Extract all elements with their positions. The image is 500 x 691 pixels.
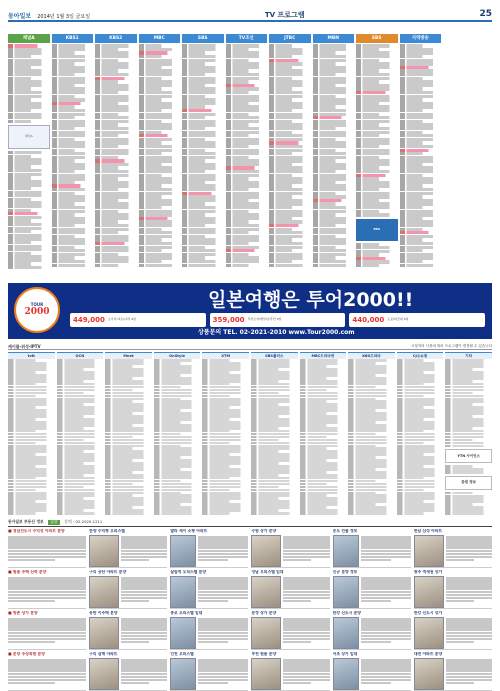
- program-entry: [95, 264, 137, 267]
- offer-desc: 오사카/교토/나라 4일: [107, 317, 136, 322]
- realestate-ad[interactable]: [414, 652, 492, 691]
- ad-content: [333, 617, 411, 649]
- ad-text: [8, 617, 86, 649]
- ebs-promo-box: EBS: [356, 219, 398, 241]
- ad-content: [89, 658, 167, 690]
- program-list: [269, 43, 311, 280]
- realestate-ad[interactable]: [170, 529, 248, 568]
- channel-header: TV조선: [226, 34, 268, 43]
- ad-title: 한강 신도시 상가: [413, 611, 443, 615]
- building-photo: [251, 576, 281, 608]
- cable-section-note: 시청자의 사정에 따라 프로그램이 변경될 수 있습니다: [410, 343, 492, 348]
- building-photo: [251, 617, 281, 649]
- ad-title: ■ 원룸 주택 신축 분양: [8, 570, 47, 574]
- cable-program-list: [8, 359, 55, 515]
- channel-info-strip: [8, 24, 492, 31]
- cable-channel-column: [445, 352, 492, 515]
- ad-content: [170, 617, 248, 649]
- cable-channel-header: Mnet: [105, 352, 152, 359]
- ad-content: [170, 576, 248, 608]
- cable-program-list: [300, 359, 347, 515]
- cable-channel-header: MBC드라마넷: [300, 352, 347, 359]
- ad-text-line: [198, 641, 228, 643]
- ad-text-line: [8, 559, 55, 561]
- ad-title: 서초 상가 임대: [332, 652, 358, 656]
- ad-content: [8, 576, 86, 608]
- realestate-phone: 문의 : 02-2020-1211: [64, 519, 103, 525]
- ad-text: [121, 658, 167, 690]
- ad-text-line: [361, 682, 391, 684]
- offer-desc: 후쿠오카/벳부/유후인 3일: [247, 317, 282, 322]
- ad-content: [251, 576, 329, 608]
- program-entry: [226, 264, 268, 267]
- cable-channel-header: 기타: [445, 352, 492, 359]
- cable-section-title: 케이블·위성·IPTV: [8, 343, 41, 349]
- ad-text: [8, 576, 86, 608]
- ad-text-line: [283, 682, 311, 684]
- program-entry: [139, 264, 181, 267]
- channel-header: KBS1: [52, 34, 94, 43]
- realestate-ad[interactable]: [333, 611, 411, 650]
- ad-text-line: [361, 559, 391, 561]
- building-photo: [414, 658, 444, 690]
- program-entry: [269, 264, 311, 267]
- ad-text-line: [8, 682, 55, 684]
- channel-header: JTBC: [269, 34, 311, 43]
- building-photo: [414, 576, 444, 608]
- cable-channel-header: KBS드라마: [348, 352, 395, 359]
- tv-channel-column: [52, 34, 94, 280]
- building-photo: [89, 617, 119, 649]
- offer-3: [349, 313, 485, 327]
- cable-channel-header: OCN: [57, 352, 104, 359]
- page-header: [8, 6, 492, 22]
- ad-text-line: [361, 600, 391, 602]
- program-list: [8, 43, 50, 280]
- ad-title: 광주 역세권 상가: [413, 570, 443, 574]
- section-title: TV 프로그램: [264, 11, 305, 20]
- travel-banner-ad: [8, 283, 492, 339]
- channel-header: EBS: [356, 34, 398, 43]
- program-entry: [356, 264, 398, 267]
- newspaper-logo: 동아일보: [8, 12, 32, 20]
- ad-content: [170, 658, 248, 690]
- cable-program-list: [154, 359, 201, 515]
- ad-text: [361, 617, 411, 649]
- ad-text: [121, 576, 167, 608]
- offer-desc: 도쿄/하코네 4일: [387, 317, 409, 322]
- realestate-ad[interactable]: [89, 529, 167, 568]
- realestate-ad[interactable]: [414, 529, 492, 568]
- realestate-ad-grid: [8, 529, 492, 691]
- realestate-ad[interactable]: [89, 570, 167, 609]
- building-photo: [170, 617, 196, 649]
- ad-content: [414, 576, 492, 608]
- building-photo: [251, 658, 281, 690]
- ad-text: [283, 576, 329, 608]
- building-photo: [89, 535, 119, 567]
- realestate-ad[interactable]: [89, 611, 167, 650]
- program-entry: [356, 213, 398, 216]
- realestate-ad[interactable]: [251, 611, 329, 650]
- ad-title: ■ 경남진도시 수익성 아파트 분양: [8, 529, 65, 533]
- program-list: [313, 43, 355, 280]
- channel-header: KBS2: [95, 34, 137, 43]
- ad-text: [198, 658, 248, 690]
- ad-text: [361, 658, 411, 690]
- tv-channel-column: [226, 34, 268, 280]
- cable-channel-column: [300, 352, 347, 515]
- ad-text-line: [198, 682, 228, 684]
- cable-program-entry: [445, 445, 492, 448]
- ad-title: 한강 신도시 분양: [332, 611, 361, 615]
- ad-text: [446, 576, 492, 608]
- cable-channel-column: [57, 352, 104, 515]
- building-photo: [333, 658, 359, 690]
- tv-channel-column: [95, 34, 137, 280]
- ad-text-line: [446, 641, 474, 643]
- banner-phone: 상품문의 TEL. 02-2021-2010 www.Tour2000.com: [198, 329, 355, 336]
- ad-text: [446, 617, 492, 649]
- ad-title: 부천 원룸 분양: [251, 652, 277, 656]
- cable-channel-header: tvN: [8, 352, 55, 359]
- ad-title: 종로 오피스텔 임대: [170, 611, 203, 615]
- cable-channel-column: [8, 352, 55, 515]
- offer-2: [210, 313, 346, 327]
- tv-channel-column: [182, 34, 224, 280]
- program-entry: [8, 120, 50, 123]
- tour2000-logo: [14, 287, 60, 333]
- ad-text: [198, 617, 248, 649]
- program-list: [52, 43, 94, 280]
- ad-text-line: [121, 559, 149, 561]
- ad-text: [283, 535, 329, 567]
- realestate-ad[interactable]: [170, 652, 248, 691]
- ad-text-line: [121, 641, 149, 643]
- ad-content: [333, 576, 411, 608]
- ad-text: [198, 576, 248, 608]
- cable-channel-column: [397, 352, 444, 515]
- ad-title: 살림역 오피스텔 분양: [170, 570, 206, 574]
- ad-text-line: [121, 600, 149, 602]
- program-list: [400, 43, 442, 280]
- realestate-ad[interactable]: [414, 570, 492, 609]
- ad-title: 한양 수익형 오피스텔: [89, 529, 125, 533]
- building-photo: [170, 576, 196, 608]
- building-photo: [333, 535, 359, 567]
- realestate-ad[interactable]: [333, 652, 411, 691]
- ad-text: [121, 617, 167, 649]
- logo-number: 2000: [24, 306, 50, 317]
- realestate-ad[interactable]: [170, 611, 248, 650]
- tv-schedule-grid: [8, 34, 492, 280]
- realestate-ad[interactable]: [89, 652, 167, 691]
- program-entry: [8, 266, 50, 269]
- cable-channel-header: XTM: [202, 352, 249, 359]
- ad-text: [8, 658, 86, 690]
- realestate-ad[interactable]: [8, 611, 86, 650]
- offer-price: 440,000: [352, 315, 385, 324]
- ad-content: [333, 658, 411, 690]
- cable-side-ad: YTN 사이언스: [445, 449, 492, 463]
- ad-text: [446, 535, 492, 567]
- realestate-title: 동아일보 부동산 정보: [8, 519, 44, 525]
- ad-text-line: [446, 559, 474, 561]
- cable-channel-column: [105, 352, 152, 515]
- program-list: [95, 43, 137, 280]
- ad-text-line: [198, 559, 228, 561]
- ad-content: [89, 535, 167, 567]
- cable-channel-column: [154, 352, 201, 515]
- building-photo: [89, 658, 119, 690]
- tv-channel-column: [356, 34, 398, 280]
- ad-title: 인천 오피스텔: [170, 652, 194, 656]
- building-photo: [333, 617, 359, 649]
- building-photo: [414, 535, 444, 567]
- ad-title: 문정 상가 분양: [251, 611, 277, 615]
- cable-program-list: [445, 359, 492, 515]
- offer-price: 359,000: [212, 315, 245, 324]
- cable-program-list: [397, 359, 444, 515]
- realestate-ad[interactable]: [251, 529, 329, 568]
- cable-program-entry: [445, 471, 492, 474]
- ad-content: [8, 617, 86, 649]
- ad-title: 신규 분양 정보: [332, 570, 358, 574]
- ad-title: ■ 분당 주상복합 분양: [8, 652, 45, 656]
- ad-text-line: [283, 559, 311, 561]
- program-entry: [400, 264, 442, 267]
- ad-content: [414, 535, 492, 567]
- channel-header: SBS: [182, 34, 224, 43]
- banner-offers: [70, 313, 485, 327]
- ad-text-line: [446, 600, 474, 602]
- ad-title: 구리 공단 아파트 분양: [89, 570, 127, 574]
- realestate-ad[interactable]: [8, 529, 86, 568]
- cable-program-list: [57, 359, 104, 515]
- cable-channel-column: [202, 352, 249, 515]
- ad-text: [121, 535, 167, 567]
- realestate-ad[interactable]: [333, 570, 411, 609]
- ad-content: [89, 617, 167, 649]
- channel-header: 채널A: [8, 34, 50, 43]
- channel-header: 지역방송: [400, 34, 442, 43]
- ad-text: [283, 617, 329, 649]
- program-list: [356, 43, 398, 280]
- ad-content: [170, 535, 248, 567]
- ad-text: [361, 576, 411, 608]
- realestate-ad[interactable]: [251, 652, 329, 691]
- program-list: [182, 43, 224, 280]
- building-photo: [89, 576, 119, 608]
- cable-channel-header: CJ오쇼핑: [397, 352, 444, 359]
- program-list: [226, 43, 268, 280]
- tv-channel-column: [400, 34, 442, 280]
- realestate-section: [8, 519, 492, 691]
- ad-text-line: [283, 600, 311, 602]
- realestate-ad[interactable]: [8, 570, 86, 609]
- offer-price: 449,000: [73, 315, 105, 324]
- ad-title: 한남 삼성 아파트: [413, 529, 443, 533]
- realestate-ad[interactable]: [251, 570, 329, 609]
- ad-text-line: [361, 641, 391, 643]
- cable-channel-header: SBS플러스: [251, 352, 298, 359]
- ad-content: [251, 535, 329, 567]
- channel-header: MBC: [139, 34, 181, 43]
- program-entry: [313, 264, 355, 267]
- ad-text: [283, 658, 329, 690]
- ad-content: [414, 617, 492, 649]
- tv-channel-column: [313, 34, 355, 280]
- realestate-ad[interactable]: [8, 652, 86, 691]
- page-number: 25: [479, 8, 492, 19]
- ad-title: 수원 상가 분양: [251, 529, 277, 533]
- realestate-ad[interactable]: [414, 611, 492, 650]
- ad-text: [198, 535, 248, 567]
- ad-title: 구리 갈매 아파트: [89, 652, 118, 656]
- realestate-ad[interactable]: [333, 529, 411, 568]
- ad-text: [361, 535, 411, 567]
- ad-content: [333, 535, 411, 567]
- cable-side-ad: 증권 정보: [445, 476, 492, 490]
- banner-slogan: 일본여행은 투어2000!!: [208, 289, 414, 311]
- ad-title: 동탄 이주택 분양: [89, 611, 118, 615]
- building-photo: [333, 576, 359, 608]
- ad-text-line: [8, 641, 55, 643]
- ad-text-line: [121, 682, 149, 684]
- tv-channel-column: [269, 34, 311, 280]
- tv-channel-column: [139, 34, 181, 280]
- ad-title: 송도 건물 정보: [332, 529, 358, 533]
- program-entry: [182, 264, 224, 267]
- ad-content: [414, 658, 492, 690]
- realestate-bar: [8, 519, 492, 527]
- cable-channel-column: [348, 352, 395, 515]
- ad-text-line: [283, 641, 311, 643]
- program-list: [139, 43, 181, 280]
- offer-1: [70, 313, 206, 327]
- cable-program-list: [251, 359, 298, 515]
- ad-content: [251, 617, 329, 649]
- cable-section: [8, 343, 492, 515]
- cable-channel-header: OnStyle: [154, 352, 201, 359]
- ad-title: 대전 아파트 분양: [413, 652, 443, 656]
- building-photo: [251, 535, 281, 567]
- channel-promo-box: 채널A: [8, 125, 50, 149]
- ad-title: 발라 세이 소형 아파트: [170, 529, 208, 533]
- channel-header: MBN: [313, 34, 355, 43]
- ad-content: [8, 535, 86, 567]
- ad-title: 성남 오피스텔 임대: [251, 570, 284, 574]
- logo-top: TOUR: [30, 301, 44, 307]
- ad-content: [89, 576, 167, 608]
- cable-schedule-grid: [8, 352, 492, 515]
- issue-date: 2014년 1월 3일 금요일: [37, 13, 91, 20]
- ad-text: [8, 535, 86, 567]
- ad-title: ■ 방촌 상가 분양: [8, 611, 38, 615]
- cable-program-list: [105, 359, 152, 515]
- building-photo: [170, 535, 196, 567]
- ad-text-line: [198, 600, 228, 602]
- ad-text-line: [8, 600, 55, 602]
- ad-content: [8, 658, 86, 690]
- building-photo: [414, 617, 444, 649]
- building-photo: [170, 658, 196, 690]
- tv-channel-column: [8, 34, 50, 280]
- cable-program-list: [202, 359, 249, 515]
- ad-text: [446, 658, 492, 690]
- cable-section-bar: [8, 343, 492, 350]
- cable-channel-column: [251, 352, 298, 515]
- ad-content: [251, 658, 329, 690]
- ad-text-line: [446, 682, 474, 684]
- realestate-ad[interactable]: [170, 570, 248, 609]
- realestate-tag: 분양: [48, 520, 61, 524]
- program-entry: [52, 264, 94, 267]
- cable-program-list: [348, 359, 395, 515]
